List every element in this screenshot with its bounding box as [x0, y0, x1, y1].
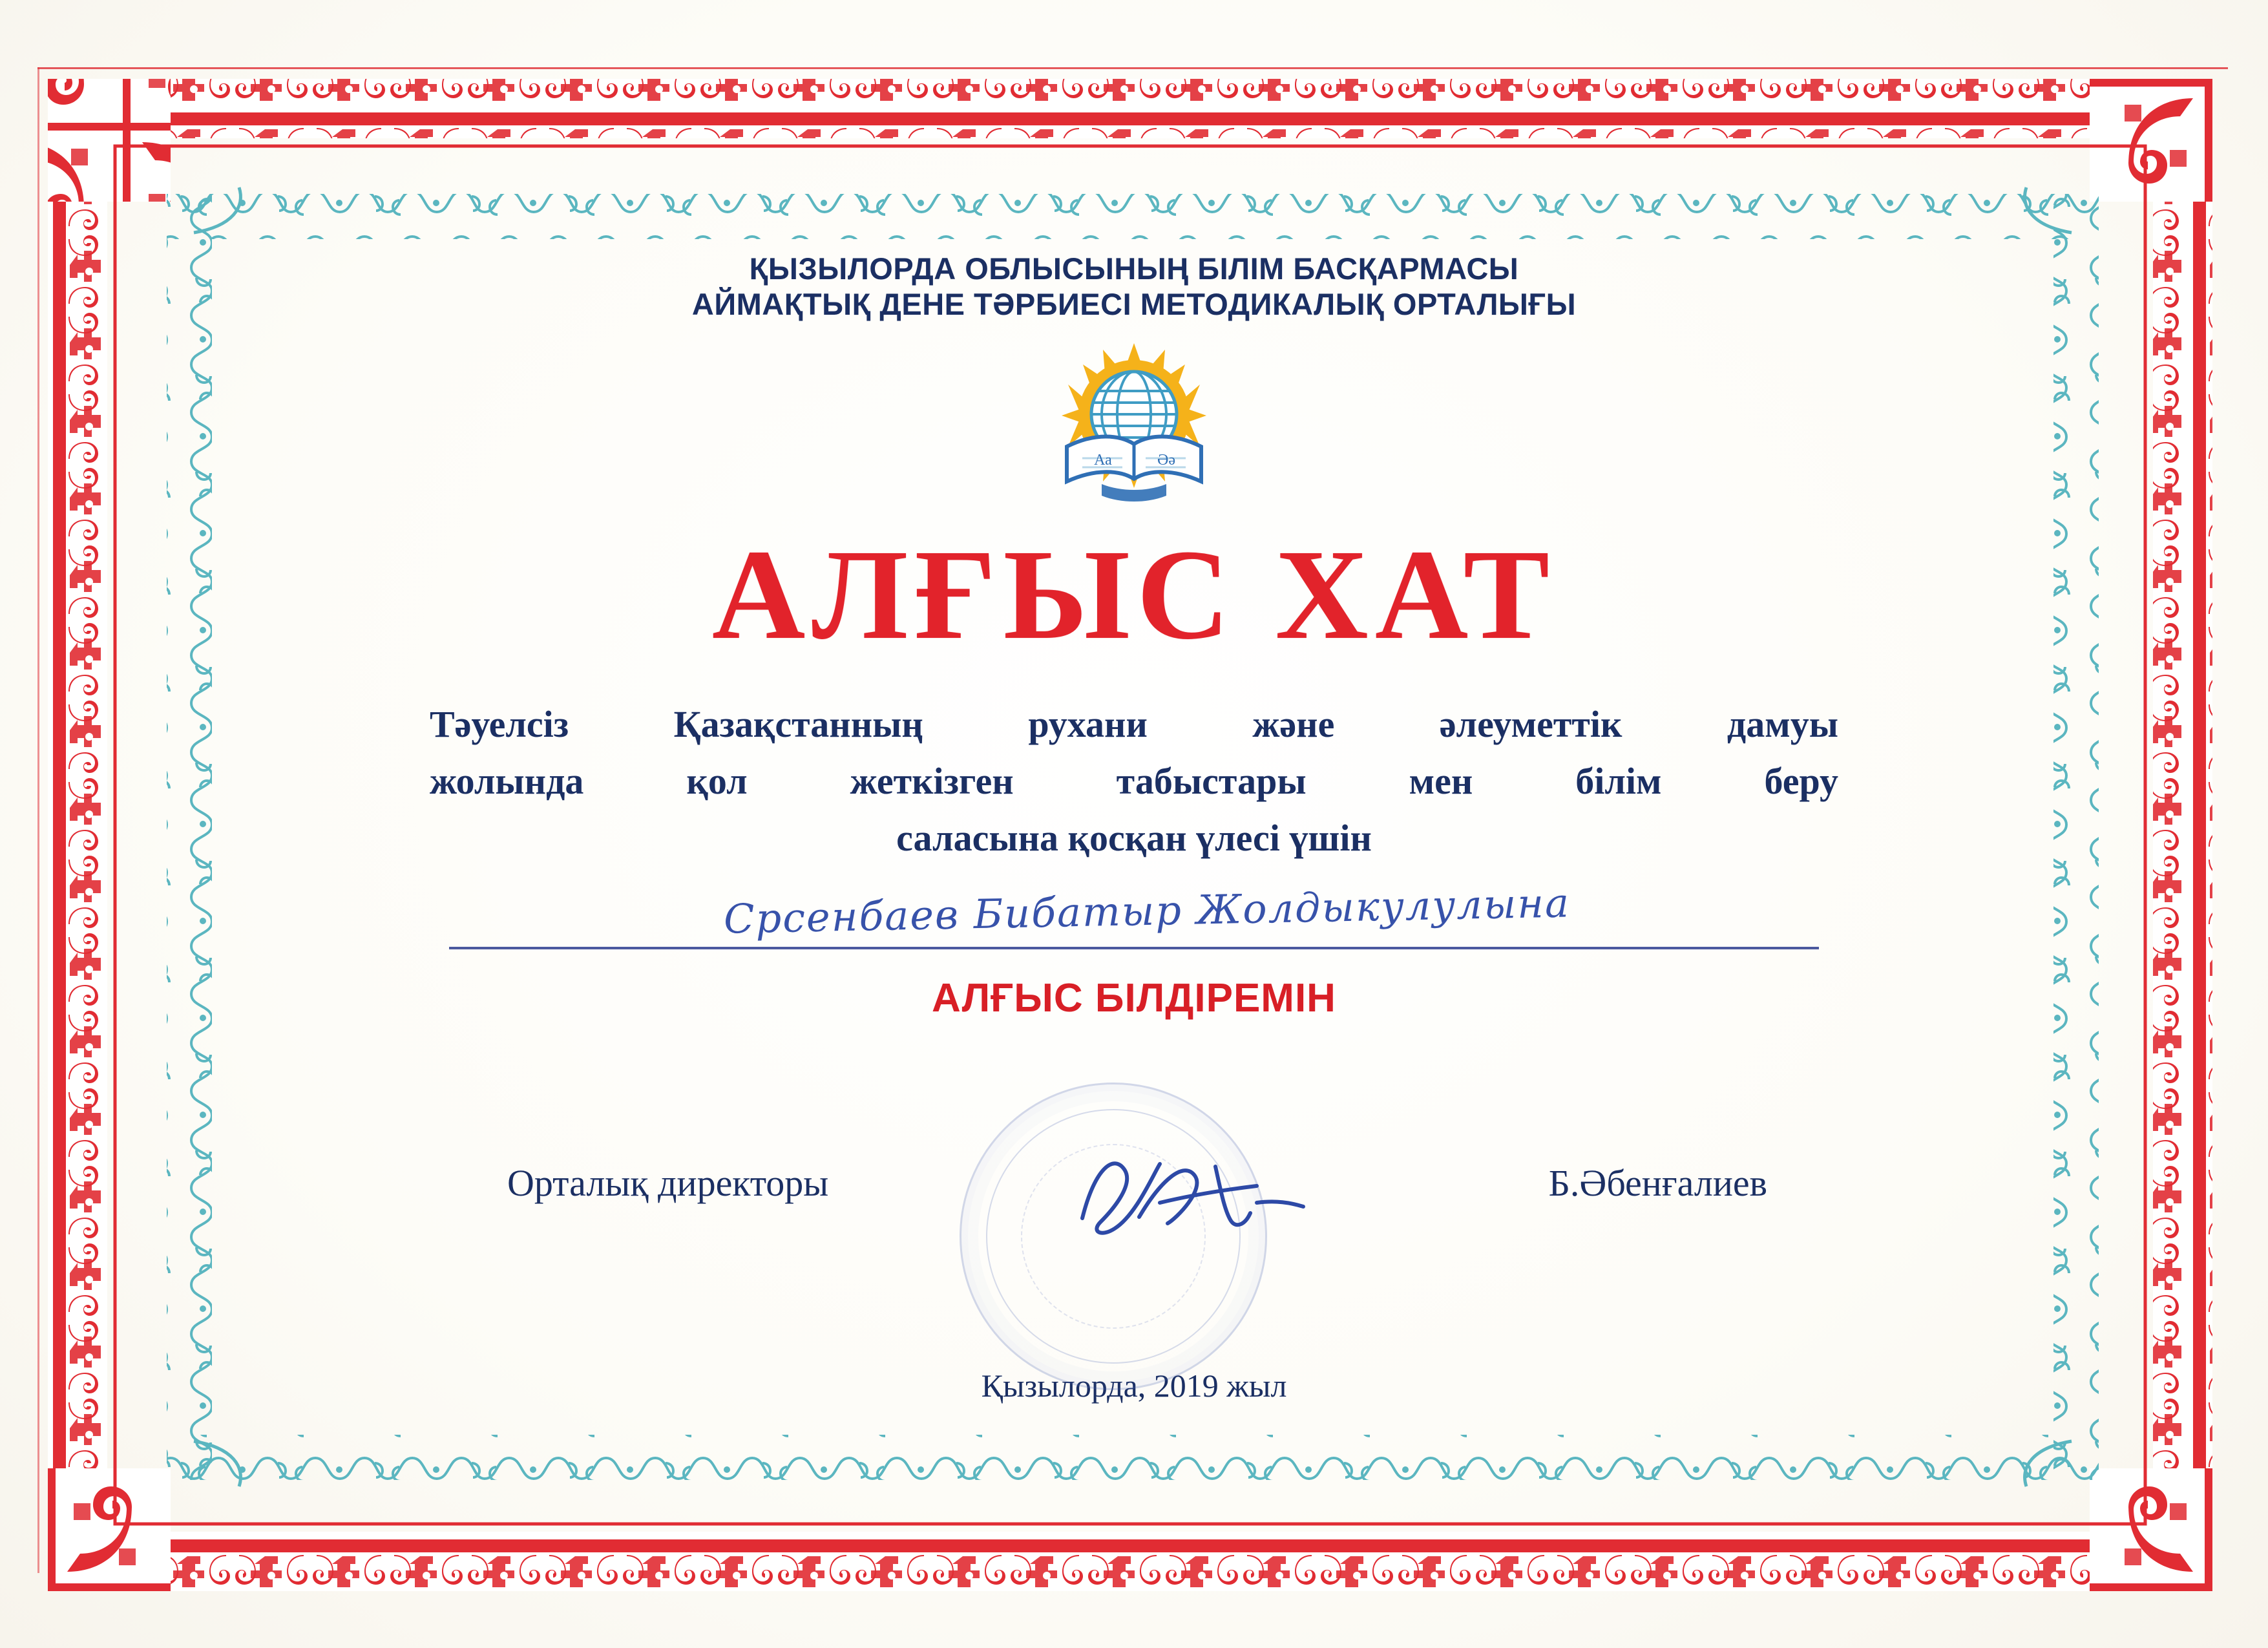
scan-edge-line-top: [37, 67, 2228, 69]
handwritten-signature: [1063, 1141, 1334, 1257]
body-line-1: Тәуелсіз Қазақстанның рухани және әлеуметтік дамуы: [430, 703, 1838, 745]
scan-edge-line-left: [37, 67, 39, 1573]
emblem-book-left-text: Аа: [1094, 451, 1112, 469]
recipient-name-row: [449, 879, 1819, 961]
issuing-authority-line-1: ҚЫЗЫЛОРДА ОБЛЫСЫНЫҢ БІЛІМ БАСҚАРМАСЫ: [749, 251, 1519, 286]
recipient-name-rule: [449, 947, 1819, 949]
certificate-content: [194, 220, 2074, 1454]
recipient-handwritten-name: Срсенбаев Бибатыр Жолдыкулулына: [723, 879, 1571, 943]
body-line-3: саласына қосқан үлесі үшін: [896, 817, 1372, 860]
signatory-role: Орталық директоры: [507, 1162, 829, 1205]
certificate-body: [430, 696, 1838, 867]
body-line-2: жолында қол жеткізген табыстары мен білім беру: [430, 760, 1838, 803]
signature-block: [391, 1128, 1877, 1270]
emblem-book-right-text: Әә: [1157, 451, 1175, 469]
issuing-authority-line-2: АЙМАҚТЫҚ ДЕНЕ ТӘРБИЕСІ МЕТОДИКАЛЫҚ ОРТАЛЫҒЫ: [691, 287, 1577, 322]
education-emblem: [1005, 338, 1263, 519]
emblem-graphic: [1005, 338, 1263, 519]
place-and-year: Қызылорда, 2019 жыл: [981, 1368, 1287, 1404]
certificate-title: АЛҒЫС ХАТ: [711, 523, 1557, 666]
signatory-name: Б.Әбенғалиев: [1548, 1162, 1767, 1205]
award-phrase: АЛҒЫС БІЛДІРЕМІН: [932, 976, 1336, 1021]
